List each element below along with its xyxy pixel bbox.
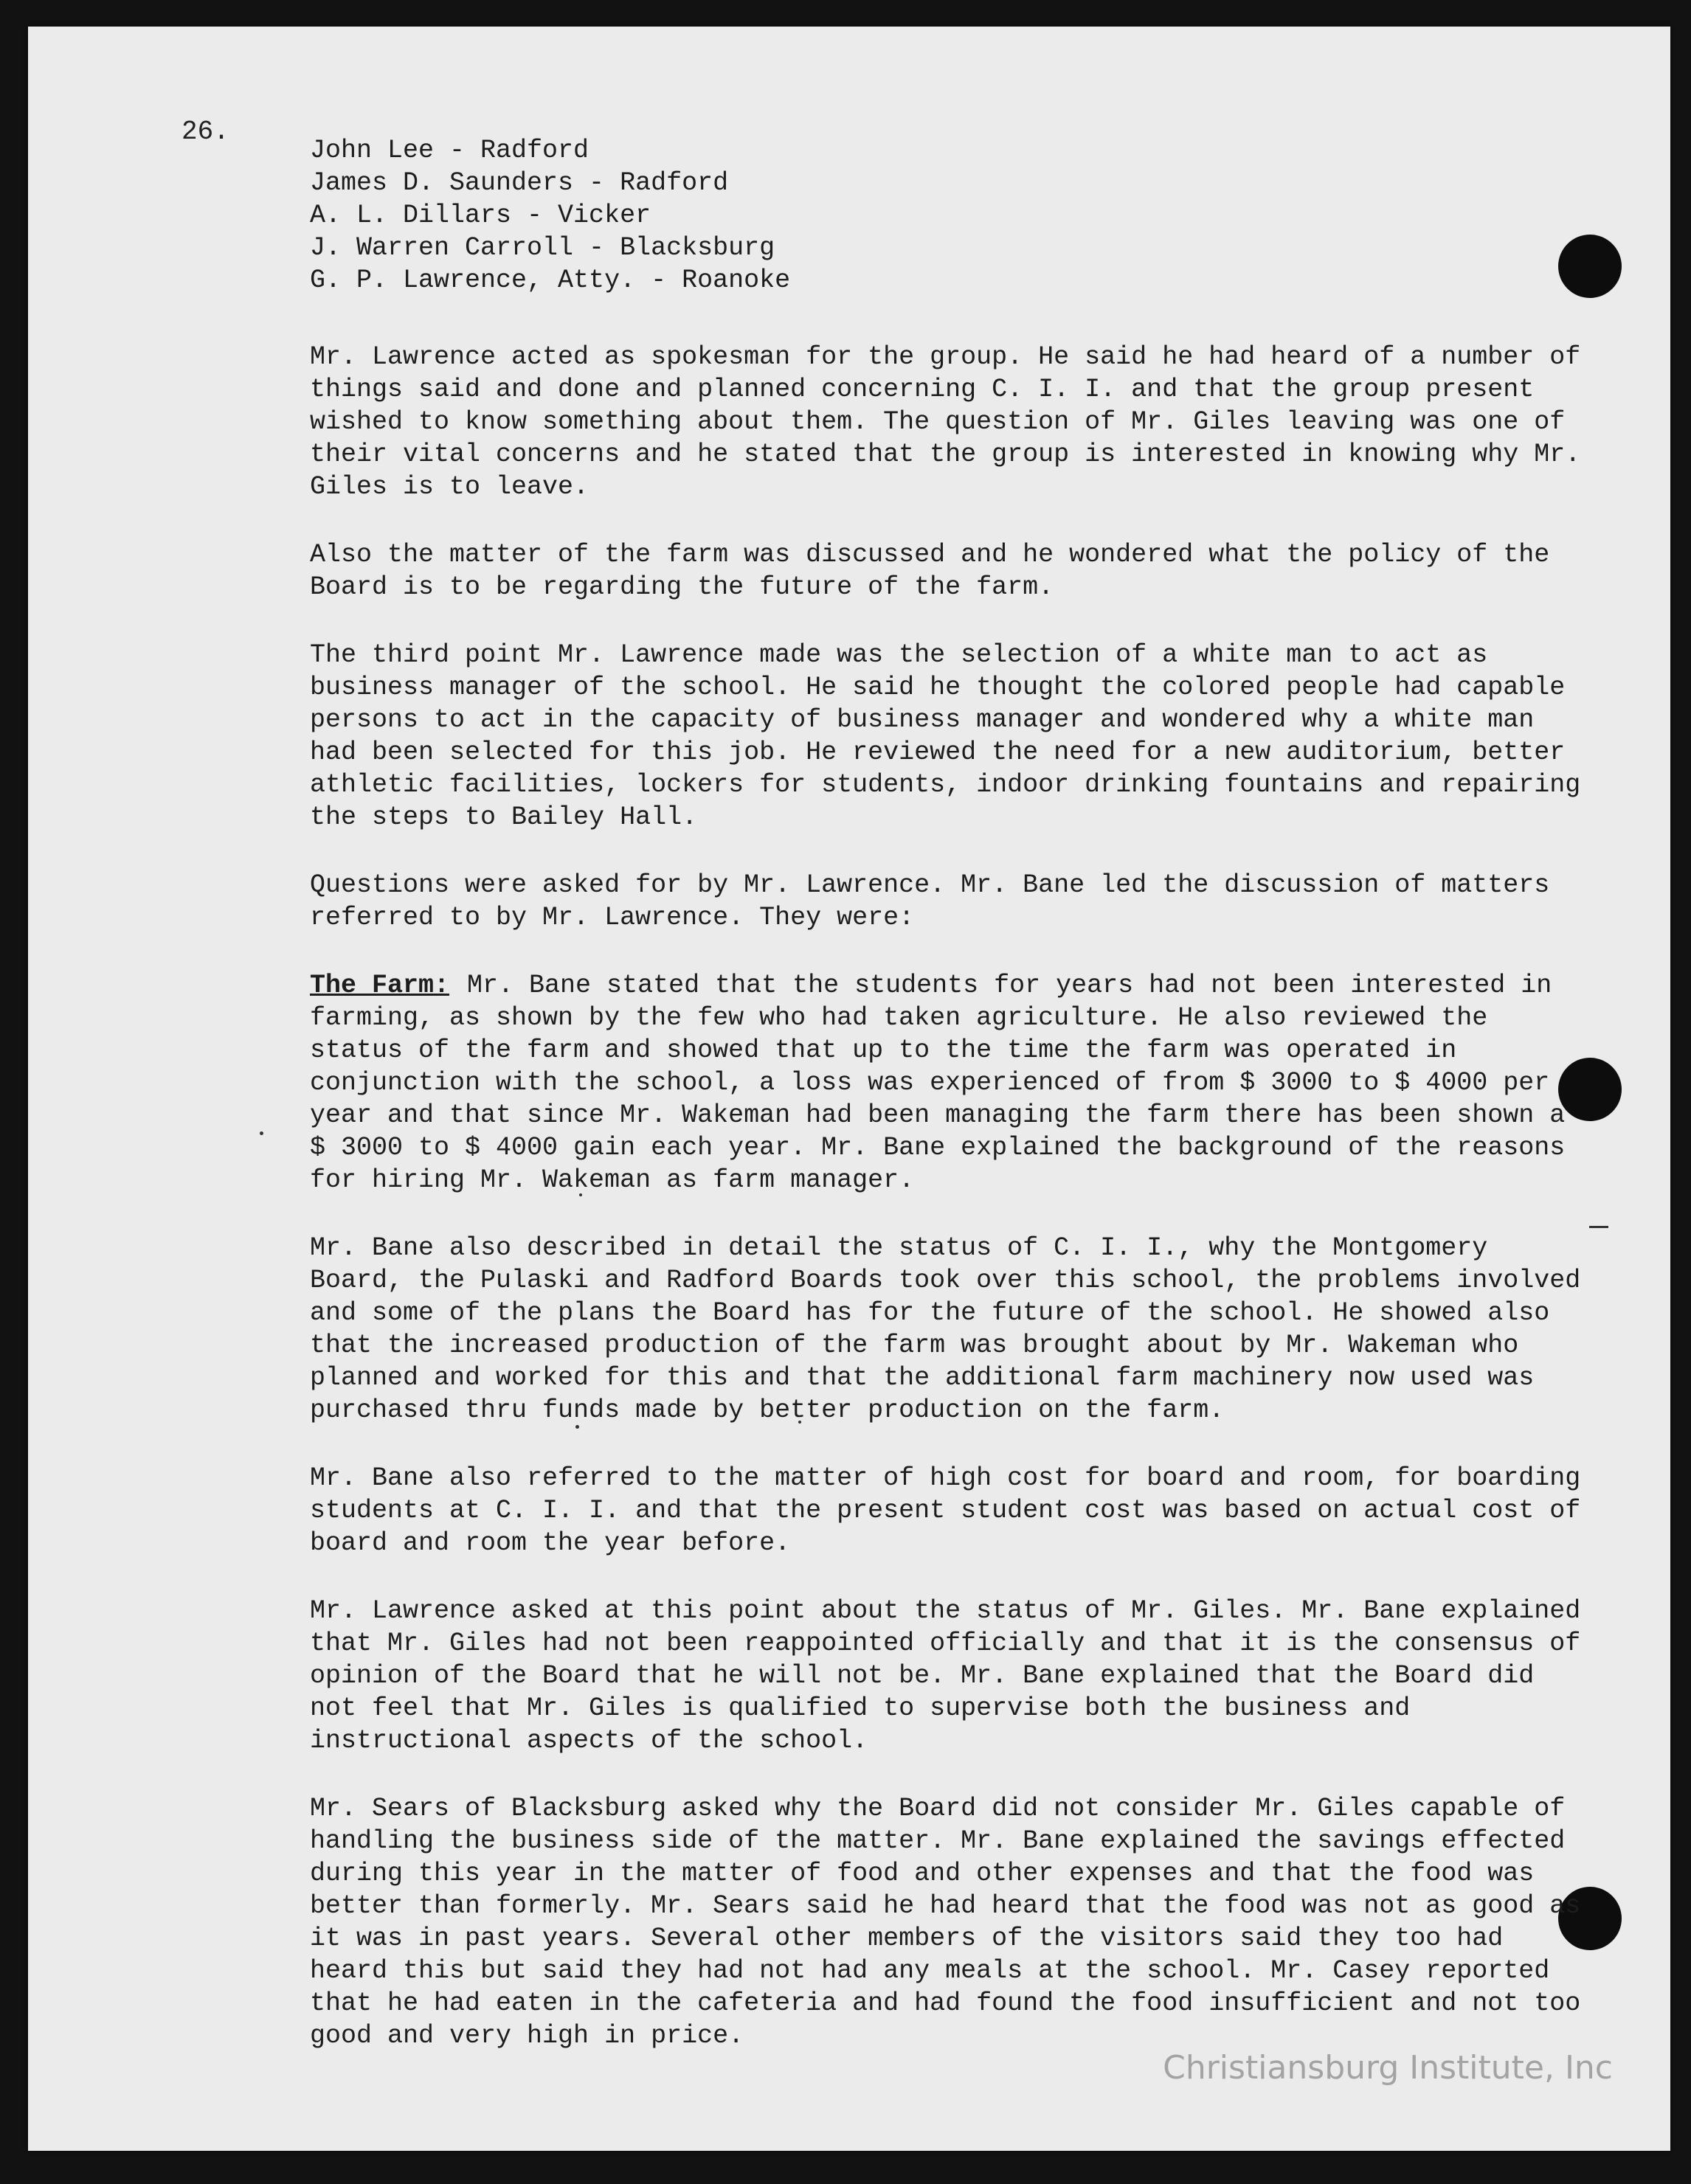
attendee-item: J. Warren Carroll - Blacksburg bbox=[310, 233, 775, 263]
paragraph-text: Mr. Bane also referred to the matter of high cost for board and room, for boarding students at C. I. I. and that the present student cost was based on actual cost of board and room the year before. bbox=[310, 1463, 1581, 1558]
watermark: Christiansburg Institute, Inc bbox=[1163, 2049, 1613, 2087]
attendee-item: James D. Saunders - Radford bbox=[310, 168, 729, 198]
paragraph bbox=[310, 1462, 1594, 1559]
paragraph bbox=[310, 639, 1594, 833]
paragraph-text: Mr. Lawrence asked at this point about the status of Mr. Giles. Mr. Bane explained that Mr. Giles had not been reappointed officially and that it is the consensus of opinion of the Board that he will not be. Mr. Bane explained that the Board did not feel that Mr. Giles is qualified to supervise both the business and instructional aspects of the school. bbox=[310, 1596, 1581, 1755]
paragraph-text: Mr. Bane also described in detail the status of C. I. I., why the Montgomery Board, the Pulaski and Radford Boards took over this school, the problems involved and some of the plans the Board has for the future of the school. He showed also that the increased production of the farm was brought about by Mr. Wakeman who planned and worked for this and that the additional farm machinery now used was purchased thru funds made by better production on the farm. bbox=[310, 1233, 1581, 1425]
paragraph-text: Mr. Lawrence acted as spokesman for the group. He said he had heard of a number of things said and done and planned concerning C. I. I. and that the group present wished to know something about them. The question of Mr. Giles leaving was one of their vital concerns and he stated that the group is interested in knowing why Mr. Giles is to leave. bbox=[310, 342, 1581, 502]
section-heading: The Farm: bbox=[310, 971, 450, 1000]
paragraph bbox=[310, 341, 1594, 503]
paragraph bbox=[310, 1595, 1594, 1757]
paragraph-text: Mr. Bane stated that the students for years had not been interested in farming, as shown by the few who had taken agriculture. He also reviewed the status of the farm and showed that up to the time the farm was operated in conjunction with the school, a loss was experienced of from $ 3000 to $ 4000 per year and that since Mr. Wakeman had been managing the farm there has been shown a $ 3000 to $ 4000 gain each year. Mr. Bane explained the background of the reasons for hiring Mr. Wakeman as farm manager. bbox=[310, 971, 1566, 1195]
page-number: 26. bbox=[181, 117, 229, 147]
document-body bbox=[310, 134, 1594, 2087]
attendee-item: A. L. Dillars - Vicker bbox=[310, 201, 651, 230]
paragraph bbox=[310, 1232, 1594, 1426]
paper-speck bbox=[260, 1131, 263, 1135]
paragraph bbox=[310, 538, 1594, 603]
attendee-item: John Lee - Radford bbox=[310, 136, 589, 165]
attendee-item: G. P. Lawrence, Atty. - Roanoke bbox=[310, 266, 791, 295]
paragraph-text: Also the matter of the farm was discussed and he wondered what the policy of the Board is to be regarding the future of the farm. bbox=[310, 540, 1550, 602]
paragraph-text: Mr. Sears of Blacksburg asked why the Board did not consider Mr. Giles capable of handling the business side of the matter. Mr. Bane explained the savings effected during this year in the matter of food and other expenses and that the food was better than formerly. Mr. Sears said he had heard that the food was not as good as it was in past years. Several other members of the visitors said they too had heard this but said they had not had any meals at the school. Mr. Casey reported that he had eaten in the cafeteria and had found the food insufficient and not too good and very high in price. bbox=[310, 1794, 1581, 2050]
paragraph bbox=[310, 869, 1594, 934]
paragraph-text: Questions were asked for by Mr. Lawrence. Mr. Bane led the discussion of matters referred to by Mr. Lawrence. They were: bbox=[310, 870, 1550, 932]
attendee-list bbox=[310, 134, 1594, 297]
paragraph-text: The third point Mr. Lawrence made was the selection of a white man to act as business manager of the school. He said he thought the colored people had capable persons to act in the capacity of business manager and wondered why a white man had been selected for this job. He reviewed the need for a new auditorium, better athletic facilities, lockers for students, indoor drinking fountains and repairing the steps to Bailey Hall. bbox=[310, 640, 1581, 832]
paragraph bbox=[310, 1792, 1594, 2052]
paragraph-farm bbox=[310, 969, 1594, 1196]
